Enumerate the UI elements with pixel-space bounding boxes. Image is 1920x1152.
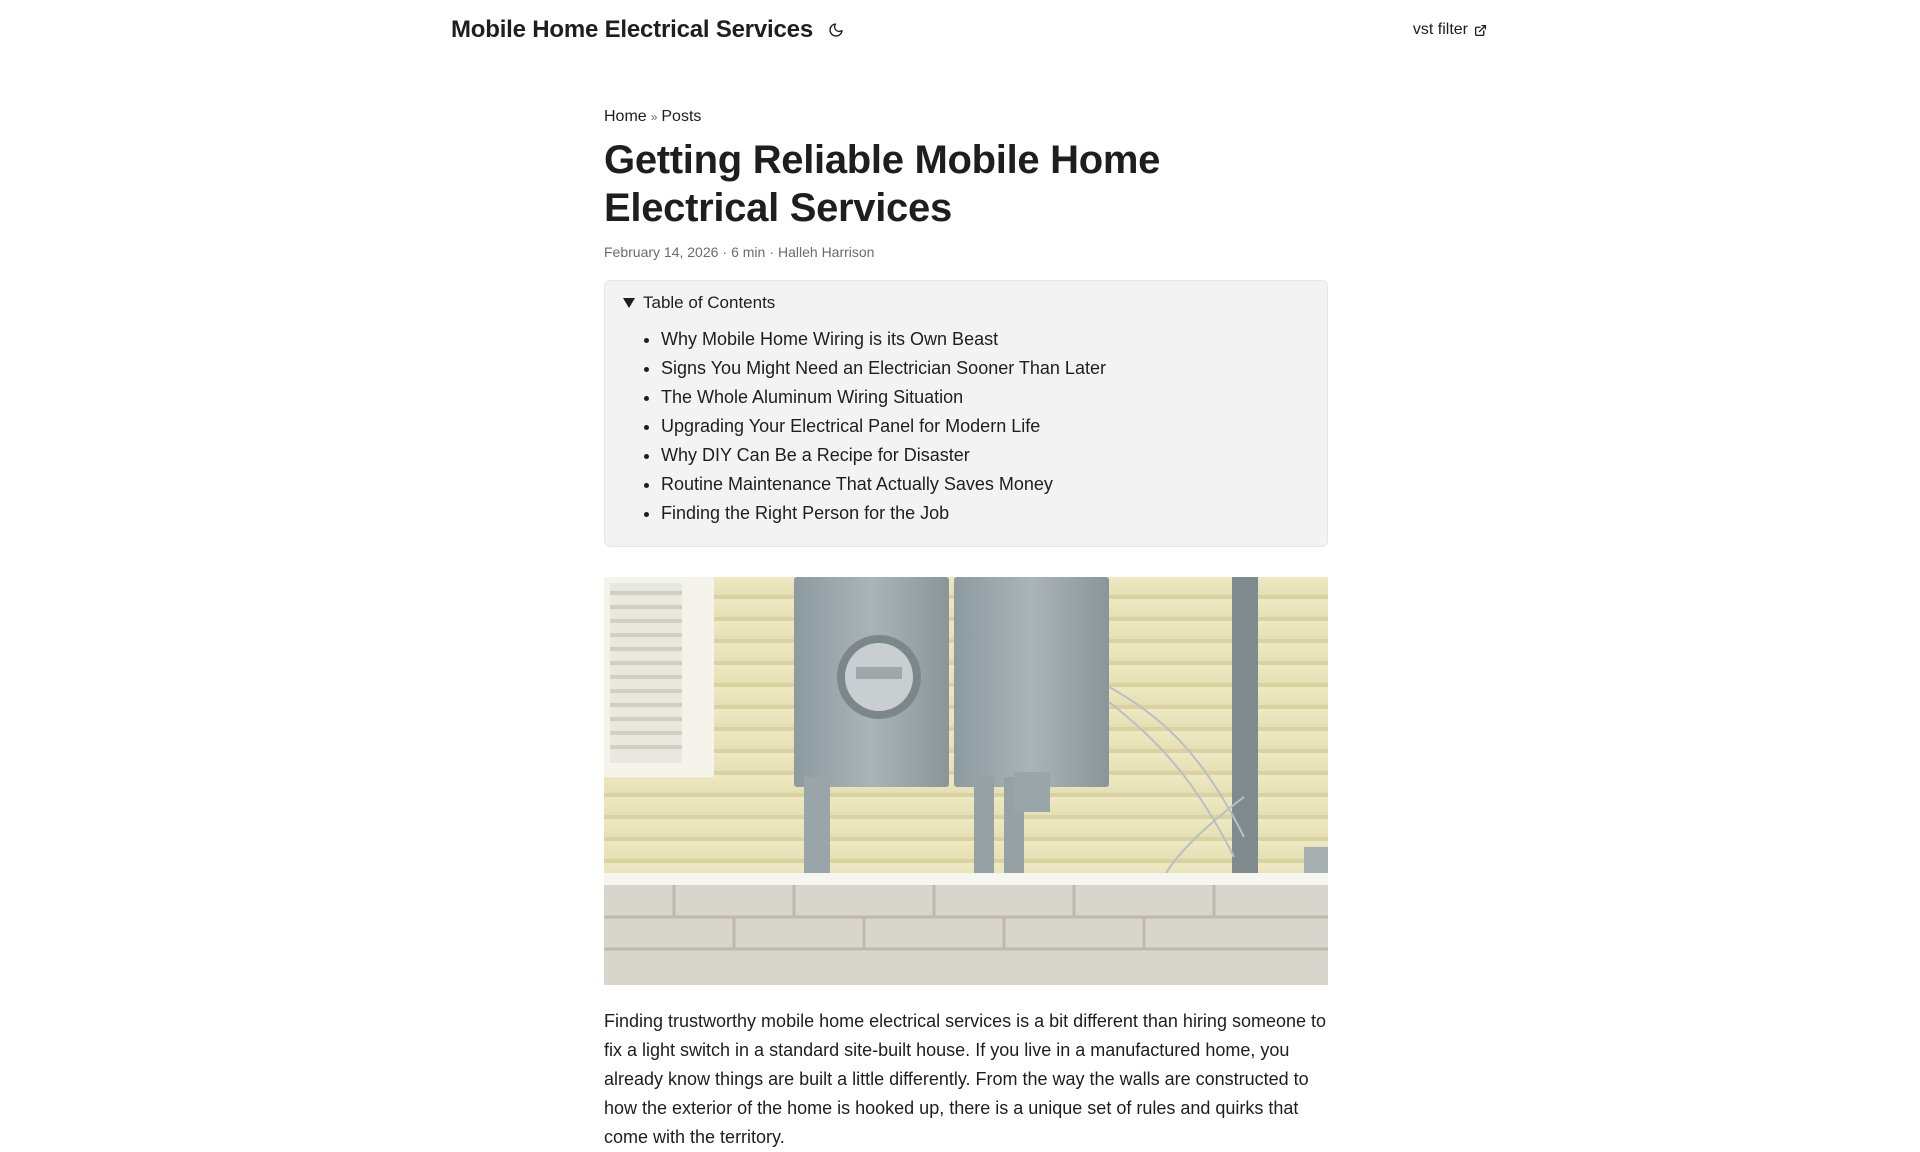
meta-separator: · [769, 244, 774, 260]
logo-group [451, 16, 847, 44]
nav-link-label: vst filter [1412, 21, 1468, 38]
toc-item [661, 383, 1309, 412]
toc-link[interactable]: Finding the Right Person for the Job [661, 503, 950, 523]
article-intro: Finding trustworthy mobile home electrical services is a bit different than hiring someone to fix a light switch in a standard site-built house. If you live in a manufactured home, you already know things are built a little differently. From the way the walls are constructed to how the exterior of the home is hooked up, there is a unique set of rules and quirks that come with the territory. [604, 1011, 1327, 1147]
toc-link[interactable]: The Whole Aluminum Wiring Situation [661, 387, 964, 407]
toc-link[interactable]: Routine Maintenance That Actually Saves Money [661, 474, 1053, 494]
toc-link[interactable]: Why Mobile Home Wiring is its Own Beast [661, 329, 999, 349]
toc-link[interactable]: Why DIY Can Be a Recipe for Disaster [661, 445, 970, 465]
breadcrumb-home[interactable]: Home [604, 108, 647, 125]
hero-image [604, 577, 1328, 985]
breadcrumb-separator: » [650, 110, 658, 124]
toc-link[interactable]: Signs You Might Need an Electrician Sooner Than Later [661, 358, 1106, 378]
toc-item [661, 441, 1309, 470]
nav-link-vst-filter[interactable] [1413, 21, 1487, 39]
post-author: Halleh Harrison [777, 244, 875, 260]
toc-item [661, 470, 1309, 499]
breadcrumb [604, 108, 1328, 126]
post-title: Getting Reliable Mobile Home Electrical Services [604, 138, 1161, 230]
toc-item [661, 325, 1309, 354]
triangle-down-icon [623, 298, 635, 308]
post-read-time: 6 min [731, 244, 766, 260]
post-main [604, 108, 1328, 1152]
breadcrumb-posts[interactable]: Posts [661, 108, 702, 125]
external-link-icon [1474, 24, 1487, 37]
moon-icon[interactable] [825, 19, 847, 41]
post-date: February 14, 2026 [604, 244, 719, 260]
meta-separator: · [722, 244, 728, 260]
site-logo[interactable]: Mobile Home Electrical Services [451, 16, 813, 43]
toc-list [623, 325, 1309, 528]
toc-toggle[interactable] [623, 293, 1309, 313]
toc-item [661, 412, 1309, 441]
toc-item [661, 354, 1309, 383]
toc-link[interactable]: Upgrading Your Electrical Panel for Modern Life [661, 416, 1041, 436]
toc-label: Table of Contents [643, 293, 776, 312]
toc-item [661, 499, 1309, 528]
table-of-contents [604, 280, 1328, 547]
site-header [451, 0, 1487, 60]
post-meta [604, 244, 1328, 260]
